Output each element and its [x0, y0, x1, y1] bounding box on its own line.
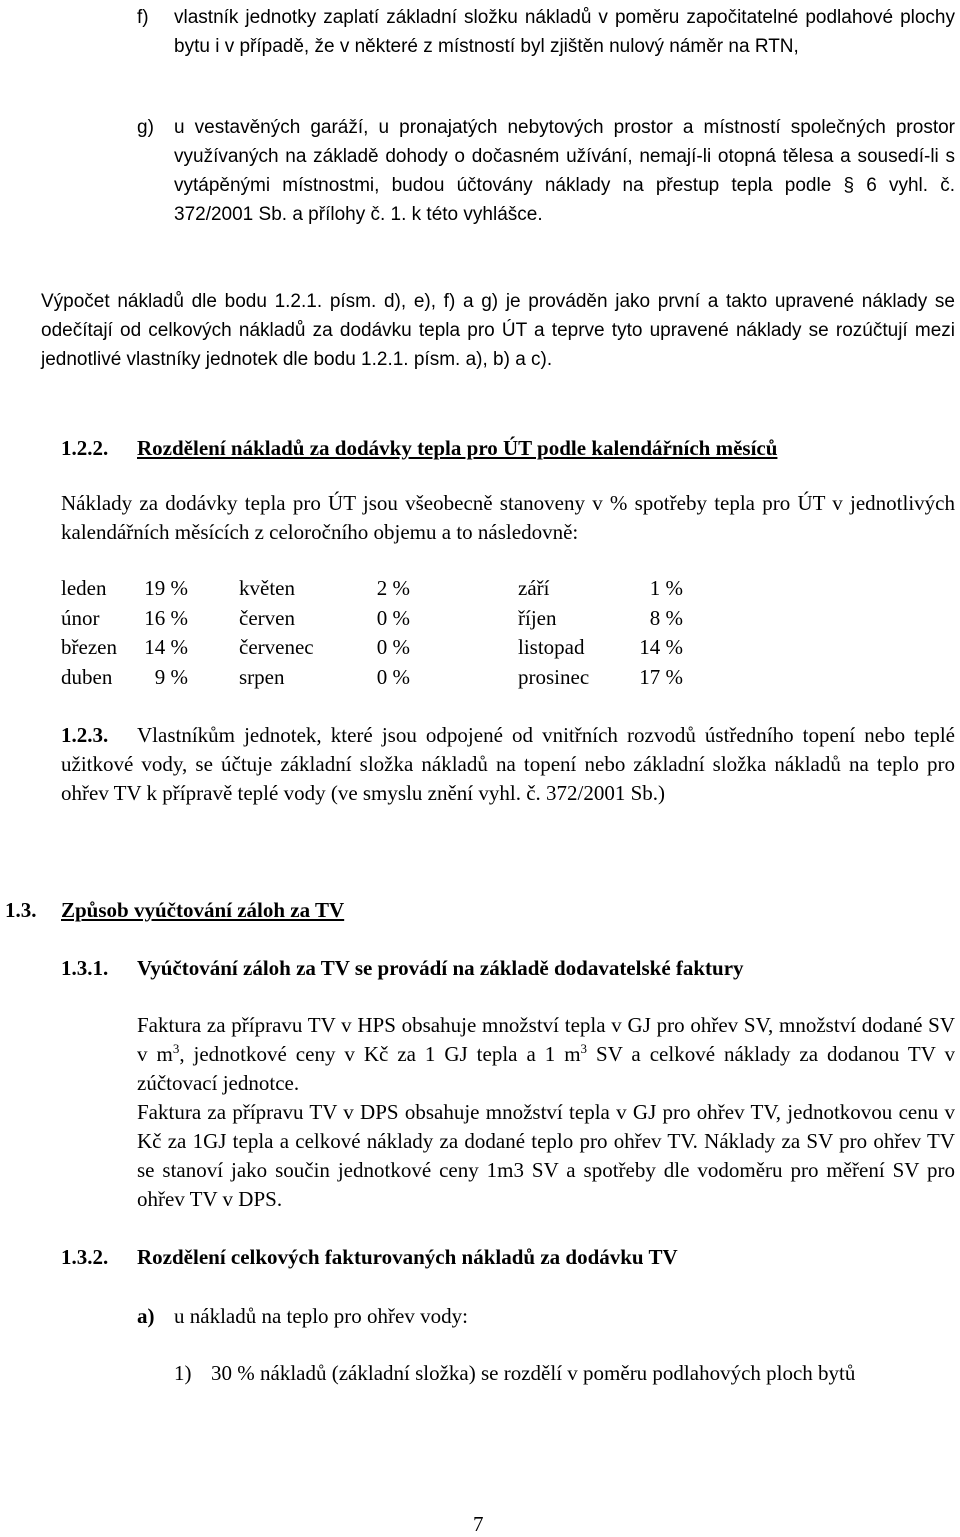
- item-text-f: vlastník jednotky zaplatí základní složku nákladů v poměru započitatelné podlahové plochy bytu i v případě, že v některé z místností byl zjištěn nulový náměr na RTN,: [174, 7, 955, 57]
- superscript: 3: [580, 1041, 588, 1056]
- table-row: [61, 574, 683, 604]
- month-pct: 1 %: [649, 576, 683, 600]
- item-label-a: a): [137, 1304, 155, 1328]
- section-title-1-2-2: Rozdělení nákladů za dodávky tepla pro ÚT podle kalendářních měsíců: [137, 436, 778, 460]
- item-text-a: u nákladů na teplo pro ohřev vody:: [174, 1304, 468, 1328]
- month-name: listopad: [518, 635, 585, 659]
- month-name: duben: [61, 664, 113, 689]
- section-number-1-3-2: 1.3.2.: [61, 1245, 109, 1269]
- invoice-hps-text-b: , jednotkové ceny v Kč za 1 GJ tepla a 1 m: [179, 1042, 581, 1066]
- item-label-f: f): [137, 7, 149, 28]
- invoice-hps-paragraph: [137, 1011, 955, 1098]
- item-text-g: u vestavěných garáží, u pronajatých nebytových prostor a místností společných prostor využívaných na základě dohody o dočasném užívání, nemají-li otopná tělesa a sousedí-li s vytápěnými místnostmi, budou účtovány náklady na přestup tepla podle § 6 vyhl. č. 372/2001 Sb. a přílohy č. 1. k této vyhlášce.: [174, 117, 955, 225]
- item-label-g: g): [137, 117, 154, 138]
- month-name: září: [518, 576, 550, 600]
- section-1-2-3-paragraph: [61, 721, 955, 808]
- section-number-1-3: 1.3.: [5, 898, 37, 922]
- month-name: červenec: [239, 635, 314, 659]
- month-pct: 16 %: [144, 605, 188, 630]
- calc-paragraph: Výpočet nákladů dle bodu 1.2.1. písm. d), e), f) a g) je prováděn jako první a takto upravené náklady se odečítají od celkových nákladů za dodávku tepla pro ÚT a teprve tyto upravené náklady se rozúčtují mezi jednotlivé vlastníky jednotek dle bodu 1.2.1. písm. a), b) a c).: [41, 291, 955, 370]
- month-name: říjen: [518, 605, 557, 630]
- superscript: 3: [172, 1041, 180, 1056]
- section-title-1-3-1: Vyúčtování záloh za TV se provádí na základě dodavatelské faktury: [137, 956, 744, 980]
- section-number-1-2-2: 1.2.2.: [61, 436, 109, 460]
- monthly-share-table: [61, 574, 683, 692]
- section-title-1-3-2: Rozdělení celkových fakturovaných nákladů za dodávku TV: [137, 1245, 678, 1269]
- item-text-1: 30 % nákladů (základní složka) se rozdělí v poměru podlahových ploch bytů: [211, 1361, 856, 1385]
- section-text-1-2-3: Vlastníkům jednotek, které jsou odpojené od vnitřních rozvodů ústředního topení nebo teplé užitkové vody, se účtuje základní složka nákladů na topení nebo základní složka nákladů na teplo pro ohřev TV k přípravě teplé vody (ve smyslu znění vyhl. č. 372/2001 Sb.): [61, 723, 955, 805]
- month-pct: 0 %: [376, 605, 410, 630]
- month-name: leden: [61, 576, 107, 600]
- month-name: únor: [61, 605, 100, 630]
- month-name: květen: [239, 576, 295, 600]
- month-name: červen: [239, 605, 295, 630]
- invoice-hps-text-a: Faktura za přípravu TV v HPS obsahuje množství tepla v GJ pro ohřev SV, množství dodané SV v m: [137, 1013, 955, 1066]
- month-pct: 19 %: [144, 576, 188, 600]
- month-pct: 14 %: [144, 635, 188, 659]
- month-pct: 8 %: [649, 605, 683, 630]
- months-intro: Náklady za dodávky tepla pro ÚT jsou všeobecně stanoveny v % spotřeby tepla pro ÚT v jednotlivých kalendářních měsících z celoročního objemu a to následovně:: [61, 491, 955, 544]
- invoice-hps-text-c: SV a celkové náklady za dodanou TV v zúčtovací jednotce.: [137, 1042, 956, 1095]
- item-label-1: 1): [174, 1361, 192, 1385]
- month-name: březen: [61, 635, 117, 659]
- month-pct: 9 %: [154, 664, 188, 689]
- table-row: [61, 604, 683, 634]
- month-pct: 14 %: [639, 635, 683, 659]
- month-pct: 0 %: [376, 635, 410, 659]
- invoice-dps-paragraph: Faktura za přípravu TV v DPS obsahuje množství tepla v GJ pro ohřev TV, jednotkovou cenu v Kč za 1GJ tepla a celkové náklady za dodané teplo pro ohřev TV. Náklady za SV pro ohřev TV se stanoví jako součin jednotkové ceny 1m3 SV a spotřeby dle vodoměru pro měření SV pro ohřev TV v DPS.: [137, 1100, 955, 1211]
- month-name: srpen: [239, 664, 285, 689]
- month-pct: 2 %: [376, 576, 410, 600]
- section-number-1-3-1: 1.3.1.: [61, 956, 109, 980]
- section-number-1-2-3: 1.2.3.: [61, 723, 109, 747]
- table-row: [61, 633, 683, 663]
- section-title-1-3: Způsob vyúčtování záloh za TV: [61, 898, 345, 922]
- month-pct: 0 %: [376, 664, 410, 689]
- page-number: 7: [473, 1512, 484, 1536]
- table-row: [61, 663, 683, 693]
- month-pct: 17 %: [639, 664, 683, 689]
- month-name: prosinec: [518, 664, 590, 689]
